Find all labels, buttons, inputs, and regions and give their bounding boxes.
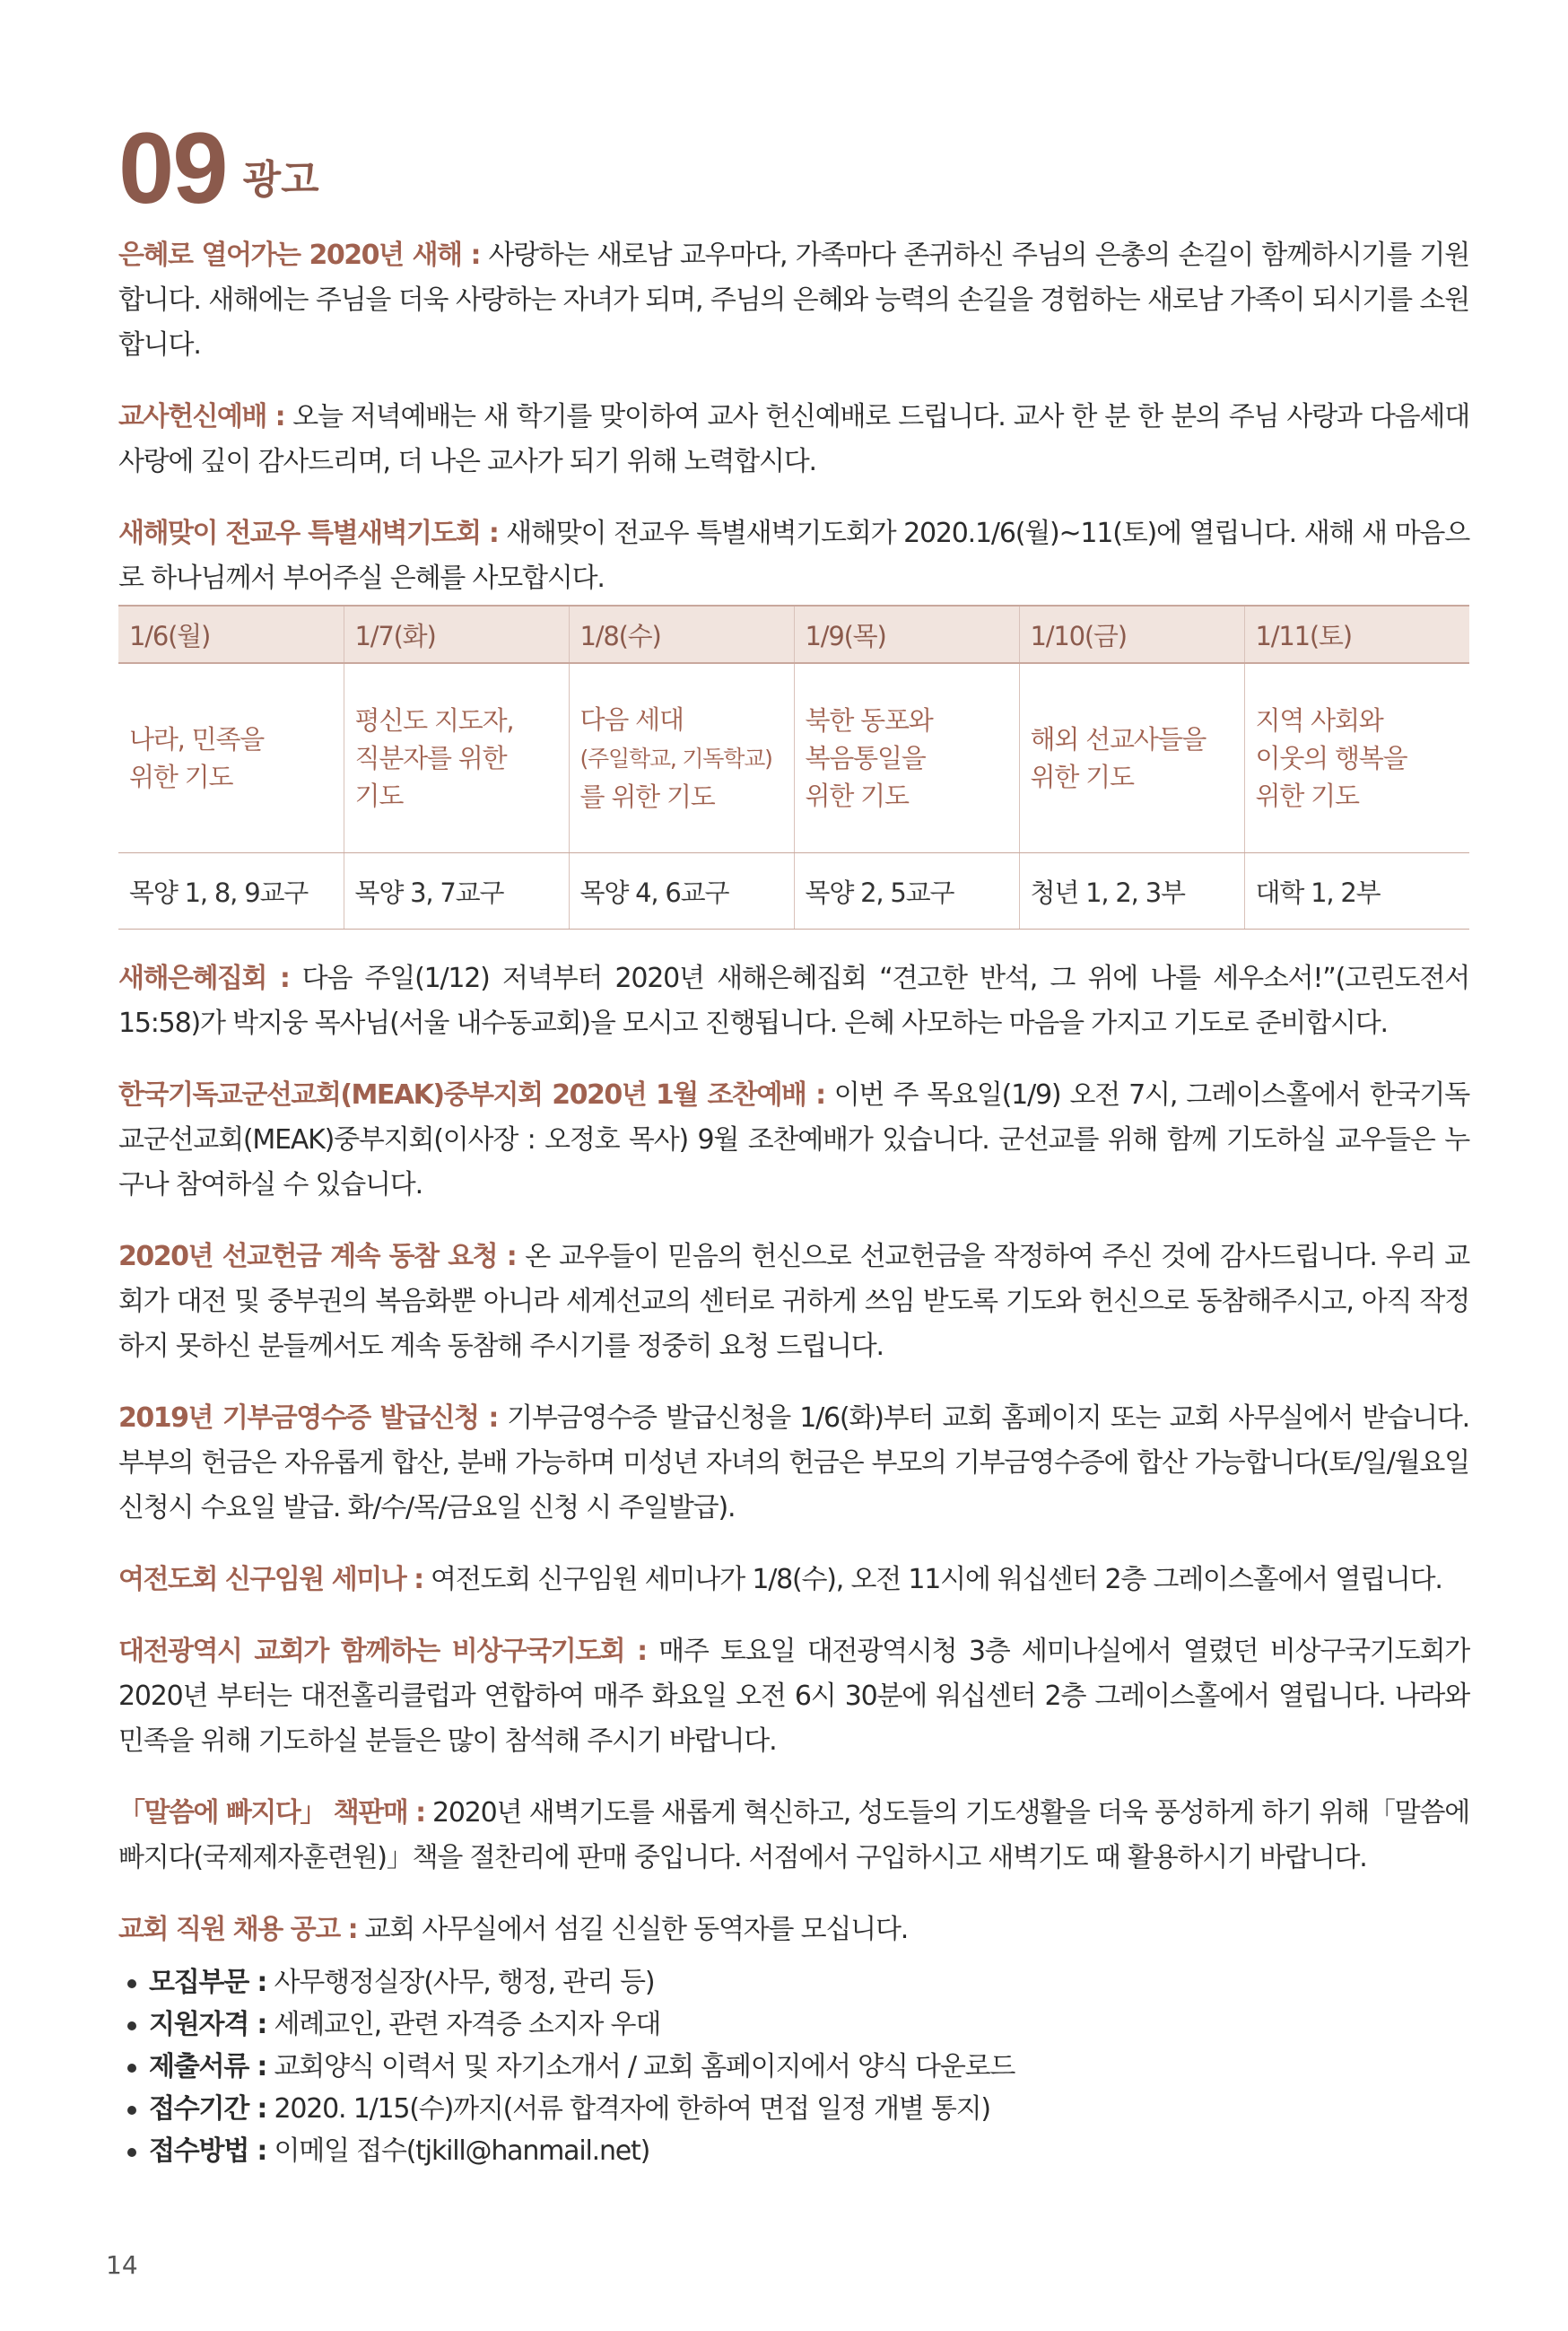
group-cell: 목양 4, 6교구 xyxy=(569,853,794,930)
table-header-cell: 1/7(화) xyxy=(344,606,569,663)
section-number: 09 xyxy=(118,112,227,224)
group-cell: 목양 2, 5교구 xyxy=(794,853,1019,930)
topic-cell: 해외 선교사들을 위한 기도 xyxy=(1019,663,1244,853)
section-header xyxy=(118,112,1469,224)
table-header-row xyxy=(118,606,1469,663)
group-cell: 목양 3, 7교구 xyxy=(344,853,569,930)
list-item: 제출서류 : 교회양식 이력서 및 자기소개서 / 교회 홈페이지에서 양식 다운로드 xyxy=(127,2046,1469,2088)
table-header-cell: 1/11(토) xyxy=(1244,606,1469,663)
table-row-group xyxy=(118,853,1469,930)
notice-meak-breakfast: 한국기독교군선교회(MEAK)중부지회 2020년 1월 조찬예배 : 이번 주 목요일(1/9) 오전 7시, 그레이스홀에서 한국기독교군선교회(MEAK)중부지회(이사장 : 오정호 목사) 9월 조찬예배가 있습니다. 군선교를 위해 함께 기도하실 교우들은 누구나 참여하실 수 있습니다. xyxy=(118,1079,1469,1200)
bullet-icon xyxy=(127,2064,136,2073)
list-item: 접수방법 : 이메일 접수(tjkill@hanmail.net) xyxy=(127,2130,1469,2172)
notice-national-prayer: 대전광역시 교회가 함께하는 비상구국기도회 : 매주 토요일 대전광역시청 3층 세미나실에서 열렸던 비상구국기도회가 2020년 부터는 대전홀리클럽과 연합하여 매주 화요일 오전 6시 30분에 워십센터 2층 그레이스홀에서 열립니다. 나라와 민족을 위해 기도하실 분들은 많이 참석해 주시기 바랍니다. xyxy=(118,1636,1469,1757)
topic-cell: 나라, 민족을 위한 기도 xyxy=(118,663,344,853)
notice-staff-recruit: 교회 직원 채용 공고 : 교회 사무실에서 섬길 신실한 동역자를 모십니다. xyxy=(118,1914,909,1945)
notice-special-dawn-prayer: 새해맞이 전교우 특별새벽기도회 : 새해맞이 전교우 특별새벽기도회가 2020.1/6(월)~11(토)에 열립니다. 새해 새 마음으로 하나님께서 부어주실 은혜를 사모합시다. xyxy=(118,518,1469,594)
table-row-topic xyxy=(118,663,1469,853)
group-cell: 청년 1, 2, 3부 xyxy=(1019,853,1244,930)
list-item: 지원자격 : 세례교인, 관련 자격증 소지자 우대 xyxy=(127,2004,1469,2046)
notice-mission-offering: 2020년 선교헌금 계속 동참 요청 : 온 교우들이 믿음의 헌신으로 선교헌금을 작정하여 주신 것에 감사드립니다. 우리 교회가 대전 및 중부권의 복음화뿐 아니라 세계선교의 센터로 귀하게 쓰임 받도록 기도와 헌신으로 동참해주시고, 아직 작정하지 못하신 분들께서도 계속 동참해 주시기를 정중히 요청 드립니다. xyxy=(118,1241,1469,1362)
bullet-icon xyxy=(127,2106,136,2115)
bullet-icon xyxy=(127,2148,136,2157)
table-header-cell: 1/10(금) xyxy=(1019,606,1244,663)
topic-cell: 다음 세대 (주일학교, 기독학교) 를 위한 기도 xyxy=(569,663,794,853)
notice-revival-meeting: 새해은혜집회 : 다음 주일(1/12) 저녁부터 2020년 새해은혜집회 “견고한 반석, 그 위에 나를 세우소서!”(고린도전서 15:58)가 박지웅 목사님(서울 내수동교회)을 모시고 진행됩니다. 은혜 사모하는 마음을 가지고 기도로 준비합시다. xyxy=(118,963,1469,1039)
recruit-list xyxy=(127,1961,1469,2172)
page-number: 14 xyxy=(106,2250,138,2280)
table-header-cell: 1/8(수) xyxy=(569,606,794,663)
table-header-cell: 1/6(월) xyxy=(118,606,344,663)
topic-cell: 북한 동포와 복음통일을 위한 기도 xyxy=(794,663,1019,853)
notice-new-year: 은혜로 열어가는 2020년 새해 : 사랑하는 새로남 교우마다, 가족마다 존귀하신 주님의 은총의 손길이 함께하시기를 기원합니다. 새해에는 주님을 더욱 사랑하는 자녀가 되며, 주님의 은혜와 능력의 손길을 경험하는 새로남 가족이 되시기를 소원합니다. xyxy=(118,240,1469,361)
bullet-icon xyxy=(127,1979,136,1988)
notice-womens-seminar: 여전도회 신구임원 세미나 : 여전도회 신구임원 세미나가 1/8(수), 오전 11시에 워십센터 2층 그레이스홀에서 열립니다. xyxy=(118,1564,1442,1595)
list-item: 접수기간 : 2020. 1/15(수)까지(서류 합격자에 한하여 면접 일정 개별 통지) xyxy=(127,2088,1469,2130)
table-header-cell: 1/9(목) xyxy=(794,606,1019,663)
topic-cell: 평신도 지도자, 직분자를 위한 기도 xyxy=(344,663,569,853)
group-cell: 목양 1, 8, 9교구 xyxy=(118,853,344,930)
notice-donation-receipt: 2019년 기부금영수증 발급신청 : 기부금영수증 발급신청을 1/6(화)부터 교회 홈페이지 또는 교회 사무실에서 받습니다. 부부의 헌금은 자유롭게 합산, 분배 가능하며 미성년 자녀의 헌금은 부모의 기부금영수증에 합산 가능합니다(토/일/월요일 신청시 수요일 발급. 화/수/목/금요일 신청 시 주일발급). xyxy=(118,1402,1470,1523)
bulletin-page xyxy=(118,112,1470,2172)
notice-teacher-worship: 교사헌신예배 : 오늘 저녁예배는 새 학기를 맞이하여 교사 헌신예배로 드립니다. 교사 한 분 한 분의 주님 사랑과 다음세대 사랑에 깊이 감사드리며, 더 나은 교사가 되기 위해 노력합시다. xyxy=(118,401,1469,477)
section-title: 광고 xyxy=(242,157,319,203)
topic-cell: 지역 사회와 이웃의 행복을 위한 기도 xyxy=(1244,663,1469,853)
list-item: 모집부문 : 사무행정실장(사무, 행정, 관리 등) xyxy=(127,1961,1469,2004)
bullet-icon xyxy=(127,2021,136,2030)
notice-book-sale: 「말씀에 빠지다」 책판매 : 2020년 새벽기도를 새롭게 혁신하고, 성도들의 기도생활을 더욱 풍성하게 하기 위해「말씀에 빠지다(국제제자훈련원)」책을 절찬리에 판매 중입니다. 서점에서 구입하시고 새벽기도 때 활용하시기 바랍니다. xyxy=(118,1797,1470,1873)
prayer-schedule-table xyxy=(118,605,1469,930)
group-cell: 대학 1, 2부 xyxy=(1244,853,1469,930)
